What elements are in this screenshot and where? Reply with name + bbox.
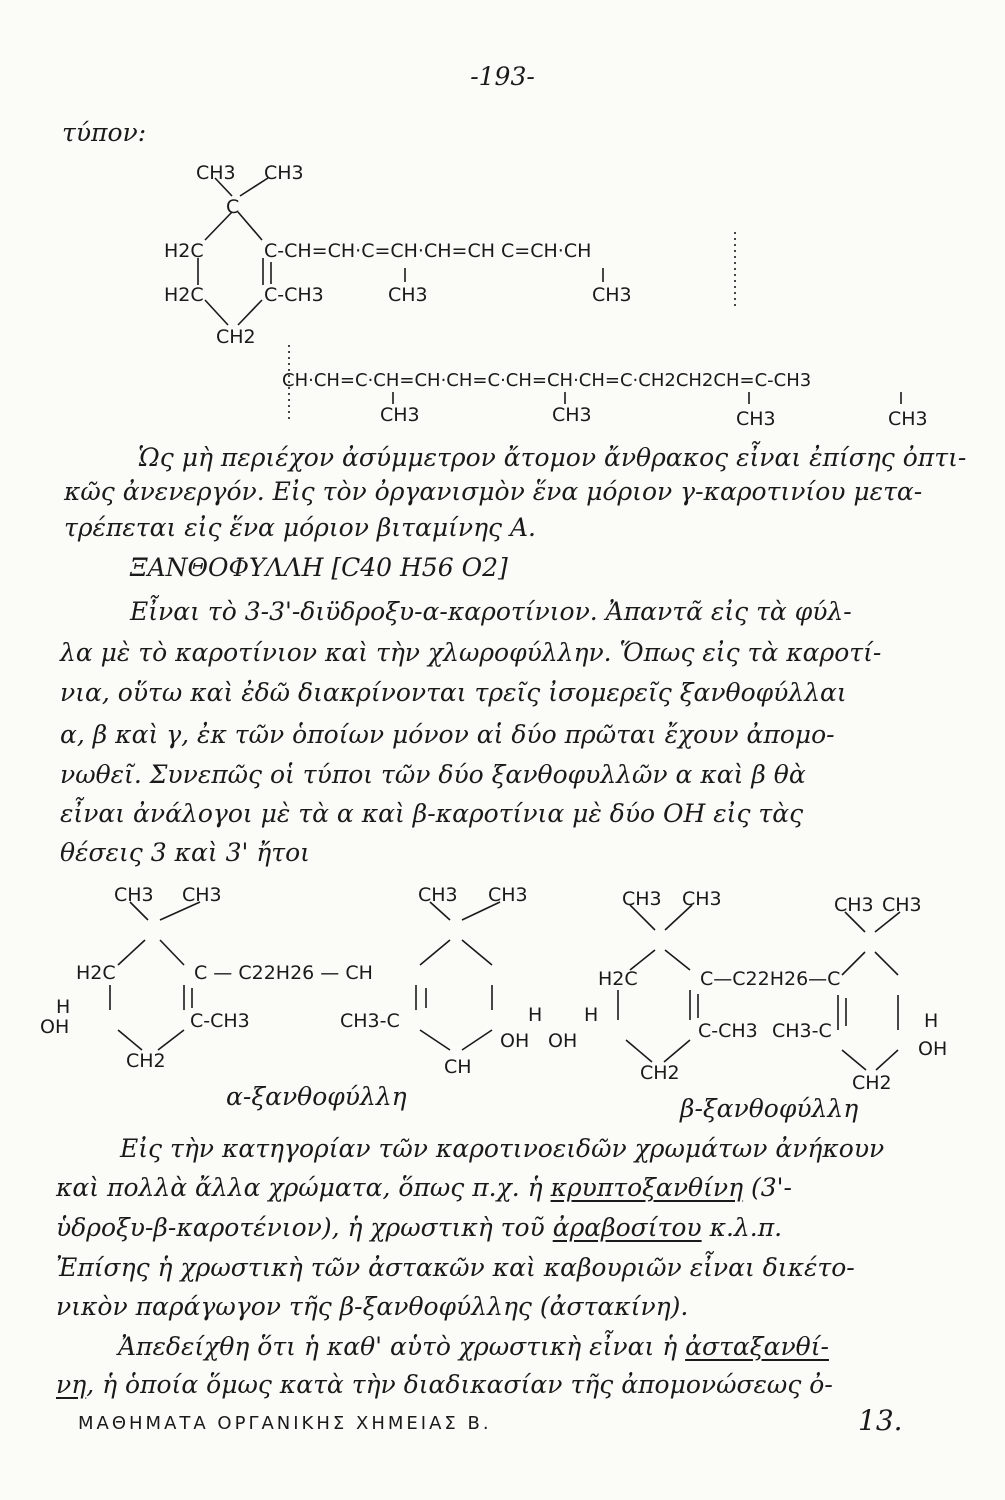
ring-ch2-label: H2C	[164, 284, 204, 306]
text-line: α, β καὶ γ, ἐκ τῶν ὁποίων μόνον αἱ δύο πρῶται ἔχουν ἀπομο-	[60, 720, 835, 749]
ring-ch2-label: H2C	[598, 968, 638, 990]
beta-xanthophyll-caption: β-ξανθοφύλλη	[680, 1094, 859, 1123]
underlined-term: ἀραβοσίτου	[552, 1213, 702, 1242]
ch3-label: CH3	[418, 884, 458, 906]
section-heading: ΞΑΝΘΟΦΥΛΛΗ [C40 H56 O2]	[130, 553, 508, 582]
ch3-label: CH3	[888, 408, 928, 430]
ring-methyl-label: C-CH3	[698, 1020, 758, 1042]
h-label: H	[924, 1010, 939, 1032]
ring-methyl-label: CH3-C	[340, 1010, 400, 1032]
ring-ch2-label: H2C	[76, 962, 116, 984]
text-line: τρέπεται εἰς ἕνα μόριον βιταμίνης Α.	[64, 513, 536, 542]
underlined-term: ἀσταξανθί-	[685, 1332, 829, 1361]
footer-title: ΜΑΘΗΜΑΤΑ ΟΡΓΑΝΙΚΗΣ ΧΗΜΕΙΑΣ Β.	[78, 1413, 492, 1434]
text-line: νωθεῖ. Συνεπῶς οἱ τύποι τῶν δύο ξανθοφυλλῶν α καὶ β θὰ	[60, 760, 806, 789]
ch3-label: CH3	[388, 284, 428, 306]
alpha-chain: C — C22H26 — CH	[194, 962, 373, 984]
ch3-label: CH3	[736, 408, 776, 430]
oh-label: OH	[40, 1016, 70, 1038]
intro-word: τύπον:	[62, 118, 147, 147]
ring-ch2-label: CH2	[640, 1062, 680, 1084]
h-label: H	[56, 996, 71, 1018]
ring-ch2-label: CH2	[126, 1050, 166, 1072]
underlined-term: νη	[56, 1370, 87, 1399]
ch3-label: CH3	[882, 894, 922, 916]
text-line: κῶς ἀνενεργόν. Εἰς τὸν ὀργανισμὸν ἕνα μόριον γ-καροτινίου μετα-	[64, 477, 923, 506]
h-label: H	[584, 1004, 599, 1026]
alpha-xanthophyll-caption: α-ξανθοφύλλη	[226, 1082, 407, 1111]
text-line: Ἀπεδείχθη ὅτι ἡ καθ' αὑτὸ χρωστικὴ εἶναι ἡ ἀσταξανθί-	[118, 1332, 829, 1361]
ch3-label: CH3	[834, 894, 874, 916]
h-label: H	[528, 1004, 543, 1026]
ch3-label: CH3	[264, 162, 304, 184]
text-line: λα μὲ τὸ καροτίνιον καὶ τὴν χλωροφύλλην. Ὅπως εἰς τὰ καροτί-	[60, 638, 882, 667]
ch3-label: CH3	[488, 884, 528, 906]
text-line: Εἰς τὴν κατηγορίαν τῶν καροτινοειδῶν χρωμάτων ἀνήκουν	[120, 1134, 885, 1163]
ch3-label: CH3	[114, 884, 154, 906]
text-line: καὶ πολλὰ ἄλλα χρώματα, ὅπως π.χ. ἡ κρυπτοξανθίνη (3'-	[56, 1173, 792, 1202]
sheet-number: 13.	[858, 1404, 903, 1437]
text-line: νια, οὕτω καὶ ἐδῶ διακρίνονται τρεῖς ἰσομερεῖς ξανθοφύλλαι	[60, 678, 847, 707]
ring-ch2-label: H2C	[164, 240, 204, 262]
ch3-label: CH3	[380, 404, 420, 426]
beta-chain: C—C22H26—C	[700, 968, 841, 990]
underlined-term: κρυπτοξανθίνη	[550, 1173, 744, 1202]
text-line: θέσεις 3 καὶ 3' ἤτοι	[60, 838, 310, 867]
ring-methyl-label: C-CH3	[264, 284, 324, 306]
text-line: ὑδροξυ-β-καροτένιον), ἡ χρωστικὴ τοῦ ἀραβοσίτου κ.λ.π.	[56, 1213, 783, 1242]
ch3-label: CH3	[182, 884, 222, 906]
text-line: Ἐπίσης ἡ χρωστικὴ τῶν ἀστακῶν καὶ καβουριῶν εἶναι δικέτο-	[56, 1253, 855, 1282]
oh-label: OH	[918, 1038, 948, 1060]
page-number: -193-	[470, 62, 535, 91]
ch3-label: CH3	[196, 162, 236, 184]
ch3-label: CH3	[592, 284, 632, 306]
text-line: εἶναι ἀνάλογοι μὲ τὰ α καὶ β-καροτίνια μὲ δύο OH εἰς τὰς	[60, 799, 804, 828]
ring-ch-label: CH	[444, 1056, 472, 1078]
text-line: Ὡς μὴ περιέχον ἀσύμμετρον ἄτομον ἄνθρακος εἶναι ἐπίσης ὀπτι-	[138, 443, 967, 472]
chain-row1: C-CH=CH·C=CH·CH=CH C=CH·CH	[264, 240, 592, 262]
oh-label: OH	[548, 1030, 578, 1052]
text-line: νικὸν παράγωγον τῆς β-ξανθοφύλλης (ἀστακίνη).	[56, 1292, 689, 1321]
chain-row3: CH·CH=C·CH=CH·CH=C·CH=CH·CH=C·CH2CH2CH=C-CH3	[282, 370, 812, 391]
ring-ch2-label: CH2	[216, 326, 256, 348]
ch3-label: CH3	[682, 888, 722, 910]
ch3-label: CH3	[622, 888, 662, 910]
ring-methyl-label: C-CH3	[190, 1010, 250, 1032]
carbon-label: C	[226, 196, 240, 218]
text-line: Εἶναι τὸ 3-3'-διϋδροξυ-α-καροτίνιον. Ἀπαντᾶ εἰς τὰ φύλ-	[130, 597, 852, 626]
text-line: νη, ἡ ὁποία ὅμως κατὰ τὴν διαδικασίαν τῆς ἀπομονώσεως ὀ-	[56, 1370, 833, 1399]
ring-methyl-label: CH3-C	[772, 1020, 832, 1042]
ring-ch2-label: CH2	[852, 1072, 892, 1094]
oh-label: OH	[500, 1030, 530, 1052]
ch3-label: CH3	[552, 404, 592, 426]
